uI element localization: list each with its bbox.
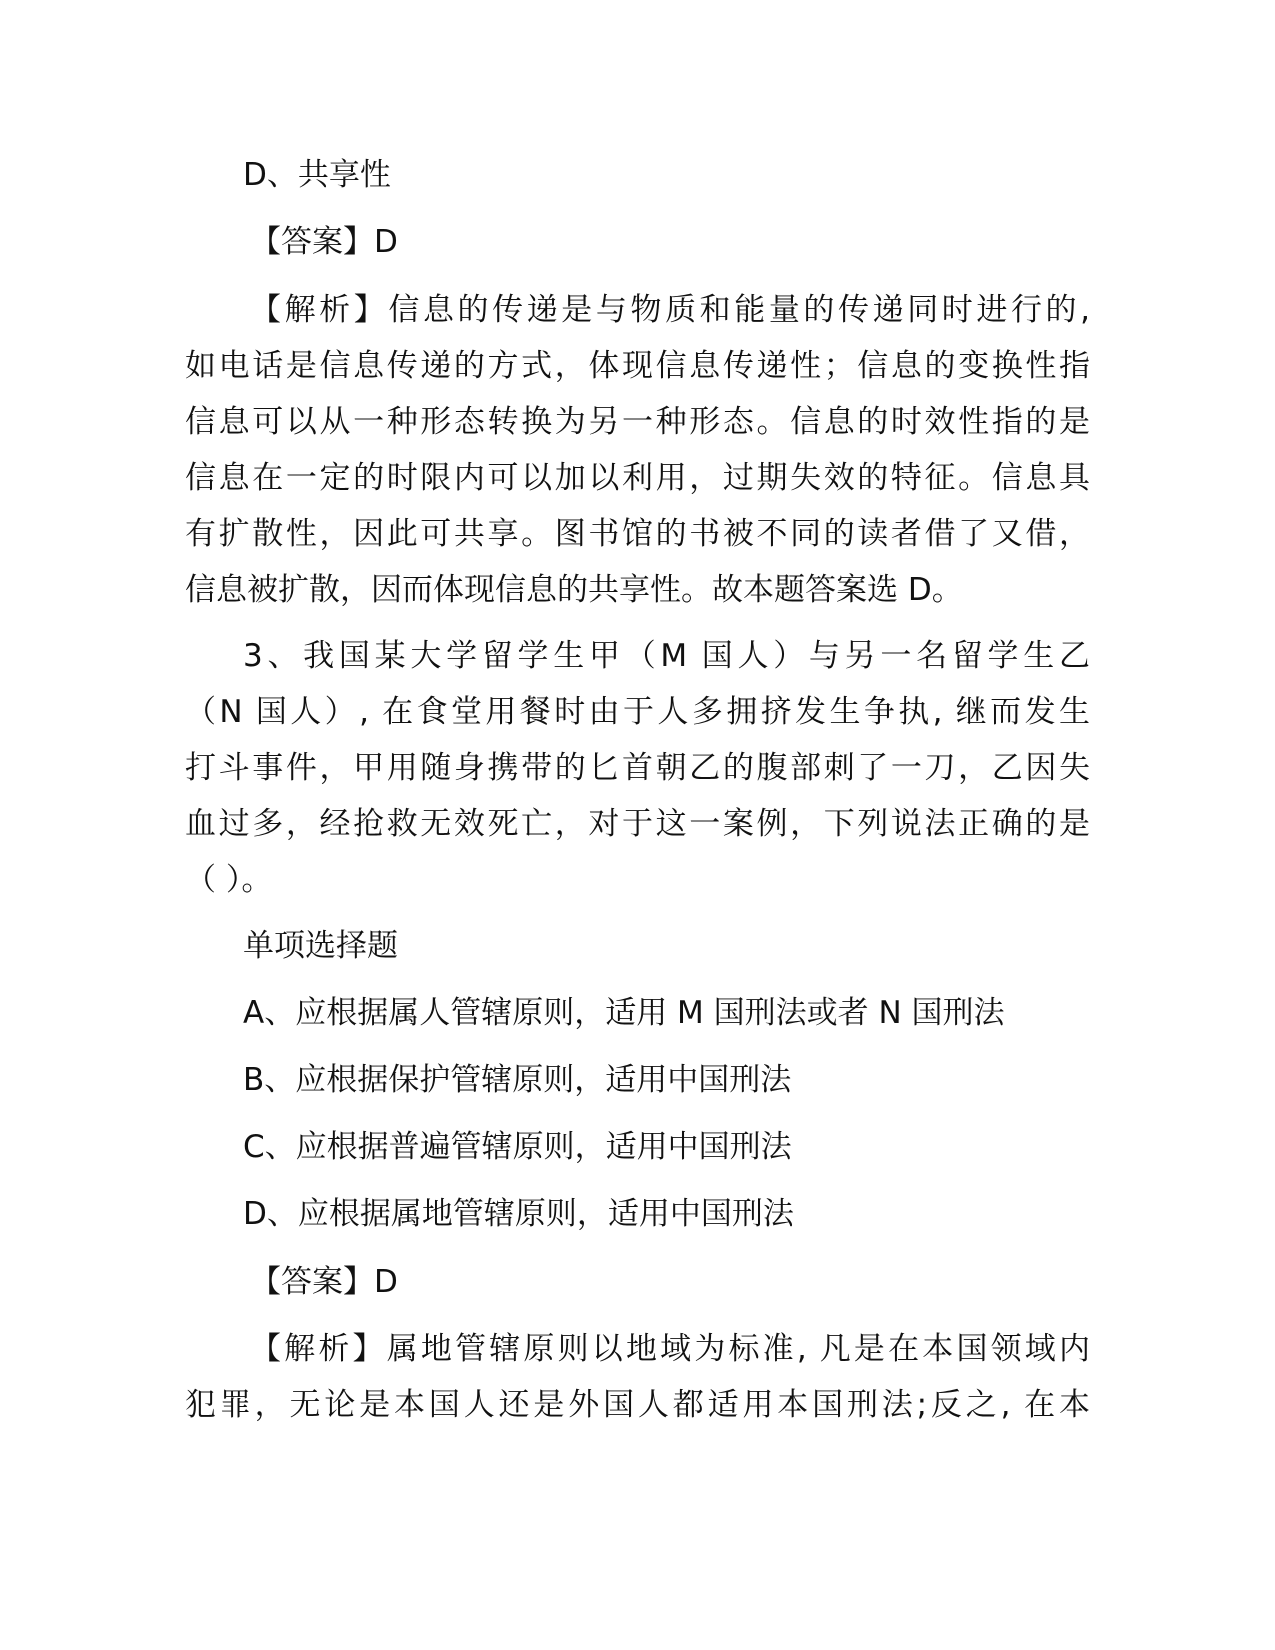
analysis-prev-line: 如电话是信息传递的方式，体现信息传递性；信息的变换性指	[185, 348, 1090, 384]
analysis-prev-line: 信息被扩散，因而体现信息的共享性。故本题答案选 D。	[185, 572, 963, 608]
question3-stem-line: 打斗事件，甲用随身携带的匕首朝乙的腹部刺了一刀，乙因失	[185, 750, 1090, 786]
analysis-line: 犯罪，无论是本国人还是外国人都适用本国刑法;反之, 在本	[185, 1387, 1090, 1423]
analysis-line: 【解析】属地管辖原则以地域为标准, 凡是在本国领域内	[250, 1331, 1090, 1367]
answer-prev: 【答案】D	[250, 224, 398, 260]
analysis-prev-line: 有扩散性，因此可共享。图书馆的书被不同的读者借了又借，	[185, 516, 1090, 552]
option-a: A、应根据属人管辖原则，适用 M 国刑法或者 N 国刑法	[243, 995, 1005, 1031]
option-b: B、应根据保护管辖原则，适用中国刑法	[243, 1062, 792, 1098]
question3-stem-line: （N 国人）, 在食堂用餐时由于人多拥挤发生争执, 继而发生	[185, 694, 1090, 730]
question3-stem-line: （ ）。	[185, 862, 273, 898]
analysis-prev-line: 【解析】信息的传递是与物质和能量的传递同时进行的,	[250, 292, 1090, 328]
analysis-prev-line: 信息在一定的时限内可以加以利用，过期失效的特征。信息具	[185, 460, 1090, 496]
analysis-prev-line: 信息可以从一种形态转换为另一种形态。信息的时效性指的是	[185, 404, 1090, 440]
option-d-prev: D、共享性	[243, 157, 391, 193]
option-d: D、应根据属地管辖原则，适用中国刑法	[243, 1196, 794, 1232]
option-c: C、应根据普遍管辖原则，适用中国刑法	[243, 1129, 792, 1165]
question3-stem-line: 3、我国某大学留学生甲（M 国人）与另一名留学生乙	[243, 638, 1090, 674]
answer: 【答案】D	[250, 1264, 398, 1300]
question-type: 单项选择题	[243, 928, 398, 964]
question3-stem-line: 血过多，经抢救无效死亡，对于这一案例，下列说法正确的是	[185, 806, 1090, 842]
